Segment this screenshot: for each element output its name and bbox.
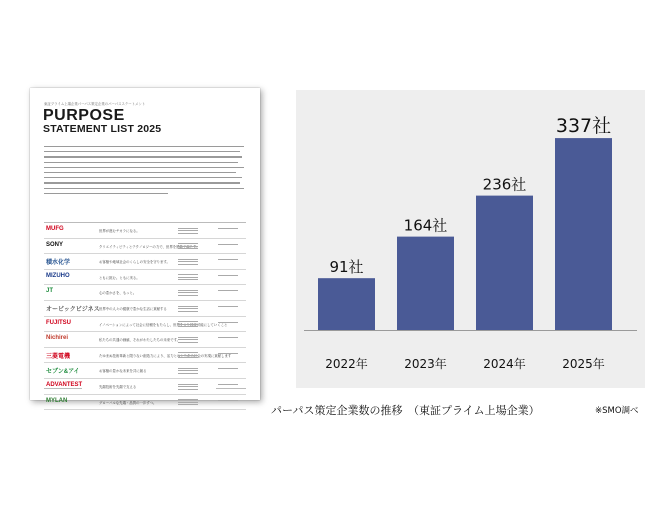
category-label [218,368,238,369]
document-footer-right [216,388,246,389]
x-tick-label: 2023年 [404,357,447,371]
statement-meta [174,288,202,297]
intro-text-line [44,151,240,152]
category-label [218,259,238,260]
chart-panel [296,90,645,388]
intro-text-line [44,167,244,168]
purpose-statement: ともに挑む。ともに実る。 [99,275,140,280]
intro-text-line [44,177,242,178]
company-logo: MUFG [46,226,64,232]
company-logo: オービックビジネス [46,306,100,313]
data-label: 91社 [329,258,364,277]
statement-meta [174,351,202,360]
document-kicker: 東証プライム上場企業パーパス策定企業のパーパスステートメント [44,102,146,106]
company-row [44,395,246,411]
company-logo: FUJITSU [46,319,72,326]
company-row [44,348,246,364]
statement-meta [174,273,202,282]
intro-text-line [44,182,240,183]
bar-2025年 [555,138,612,330]
category-label [218,322,238,323]
category-label [218,384,238,385]
bar-chart [296,90,645,388]
x-tick-label: 2025年 [562,357,605,371]
company-logo: 積水化学 [46,260,71,267]
source-note: ※SMO調べ [595,406,639,416]
statement-meta [174,320,202,329]
purpose-statement: 世界中の人々の健康で豊かな生活に貢献する [99,306,167,311]
statement-meta [174,382,202,391]
document-intro-text [44,146,244,198]
intro-text-line [44,146,244,147]
category-label [218,306,238,307]
intro-text-line [44,193,168,194]
company-logo: セブン&アイ [46,369,80,376]
company-logo: 三菱電機 [46,353,71,360]
company-logo: MYLAN [46,397,68,404]
purpose-statement: 先端技術を先端で支える [99,384,137,389]
document-footer-left [44,388,82,389]
company-logo: ADVANTEST [46,381,83,388]
document-footer [44,388,246,389]
company-logo: MIZUHO [46,272,70,279]
purpose-statement: グローバルな先端・品質の一歩ずつ。 [99,400,157,405]
purpose-statement: イノベーションによって社会に信頼をもたらし、世界をより持続可能にしていくこと [99,322,228,327]
statement-meta [174,304,202,313]
statement-meta [174,398,202,407]
data-label: 164社 [403,216,448,235]
intro-text-line [44,188,244,189]
company-row [44,379,246,395]
bar-2022年 [318,278,375,330]
bar-2024年 [476,196,533,330]
statement-meta [174,257,202,266]
document-subtitle: STATEMENT LIST 2025 [43,123,162,135]
purpose-statement: 心の豊かさを、もっと。 [99,291,137,296]
purpose-statement: たゆまぬ技術革新と限りない創造力により、活力とゆとりある社会の実現に貢献します [99,353,232,358]
category-label [218,228,238,229]
x-tick-label: 2024年 [483,357,526,371]
data-label: 337社 [555,115,612,138]
category-label [218,400,238,401]
category-label [218,290,238,291]
category-label [218,353,238,354]
company-logo: JT [46,288,54,295]
statement-meta [174,226,202,235]
company-row [44,301,246,317]
document-table-header [44,214,246,223]
statement-meta [174,242,202,251]
intro-text-line [44,162,238,163]
company-row [44,363,246,379]
purpose-statement: お客様の豊かな未来を共に創る [99,369,147,374]
document-company-table [44,214,246,410]
document-title: PURPOSE [43,107,125,124]
company-row [44,270,246,286]
category-label [218,244,238,245]
category-label [218,275,238,276]
company-row [44,317,246,333]
intro-text-line [44,156,242,157]
company-logo: Nichirei [46,335,69,342]
purpose-statement: クリエイティビティとテクノロジーの力で、世界を感動で満たす。 [99,244,200,249]
company-row [44,223,246,239]
company-row [44,254,246,270]
company-row [44,285,246,301]
company-logo: SONY [46,241,64,248]
purpose-statement-document [30,88,260,405]
statement-meta [174,335,202,344]
purpose-statement: お客様や地域社会のくらしの安全を守ります。 [99,260,170,265]
purpose-statement: 世界が進むチカラになる。 [99,229,140,233]
x-tick-label: 2022年 [325,357,368,371]
company-row [44,239,246,255]
statement-meta [174,366,202,375]
purpose-statement: 私たちの共通の価値、それがわたしたちの未来です。 [99,338,181,343]
intro-text-line [44,172,236,173]
bar-2023年 [397,237,454,330]
data-label: 236社 [482,175,527,194]
category-label [218,337,238,338]
chart-caption: パーパス策定企業数の推移 （東証プライム上場企業） [271,404,540,417]
company-row [44,332,246,348]
